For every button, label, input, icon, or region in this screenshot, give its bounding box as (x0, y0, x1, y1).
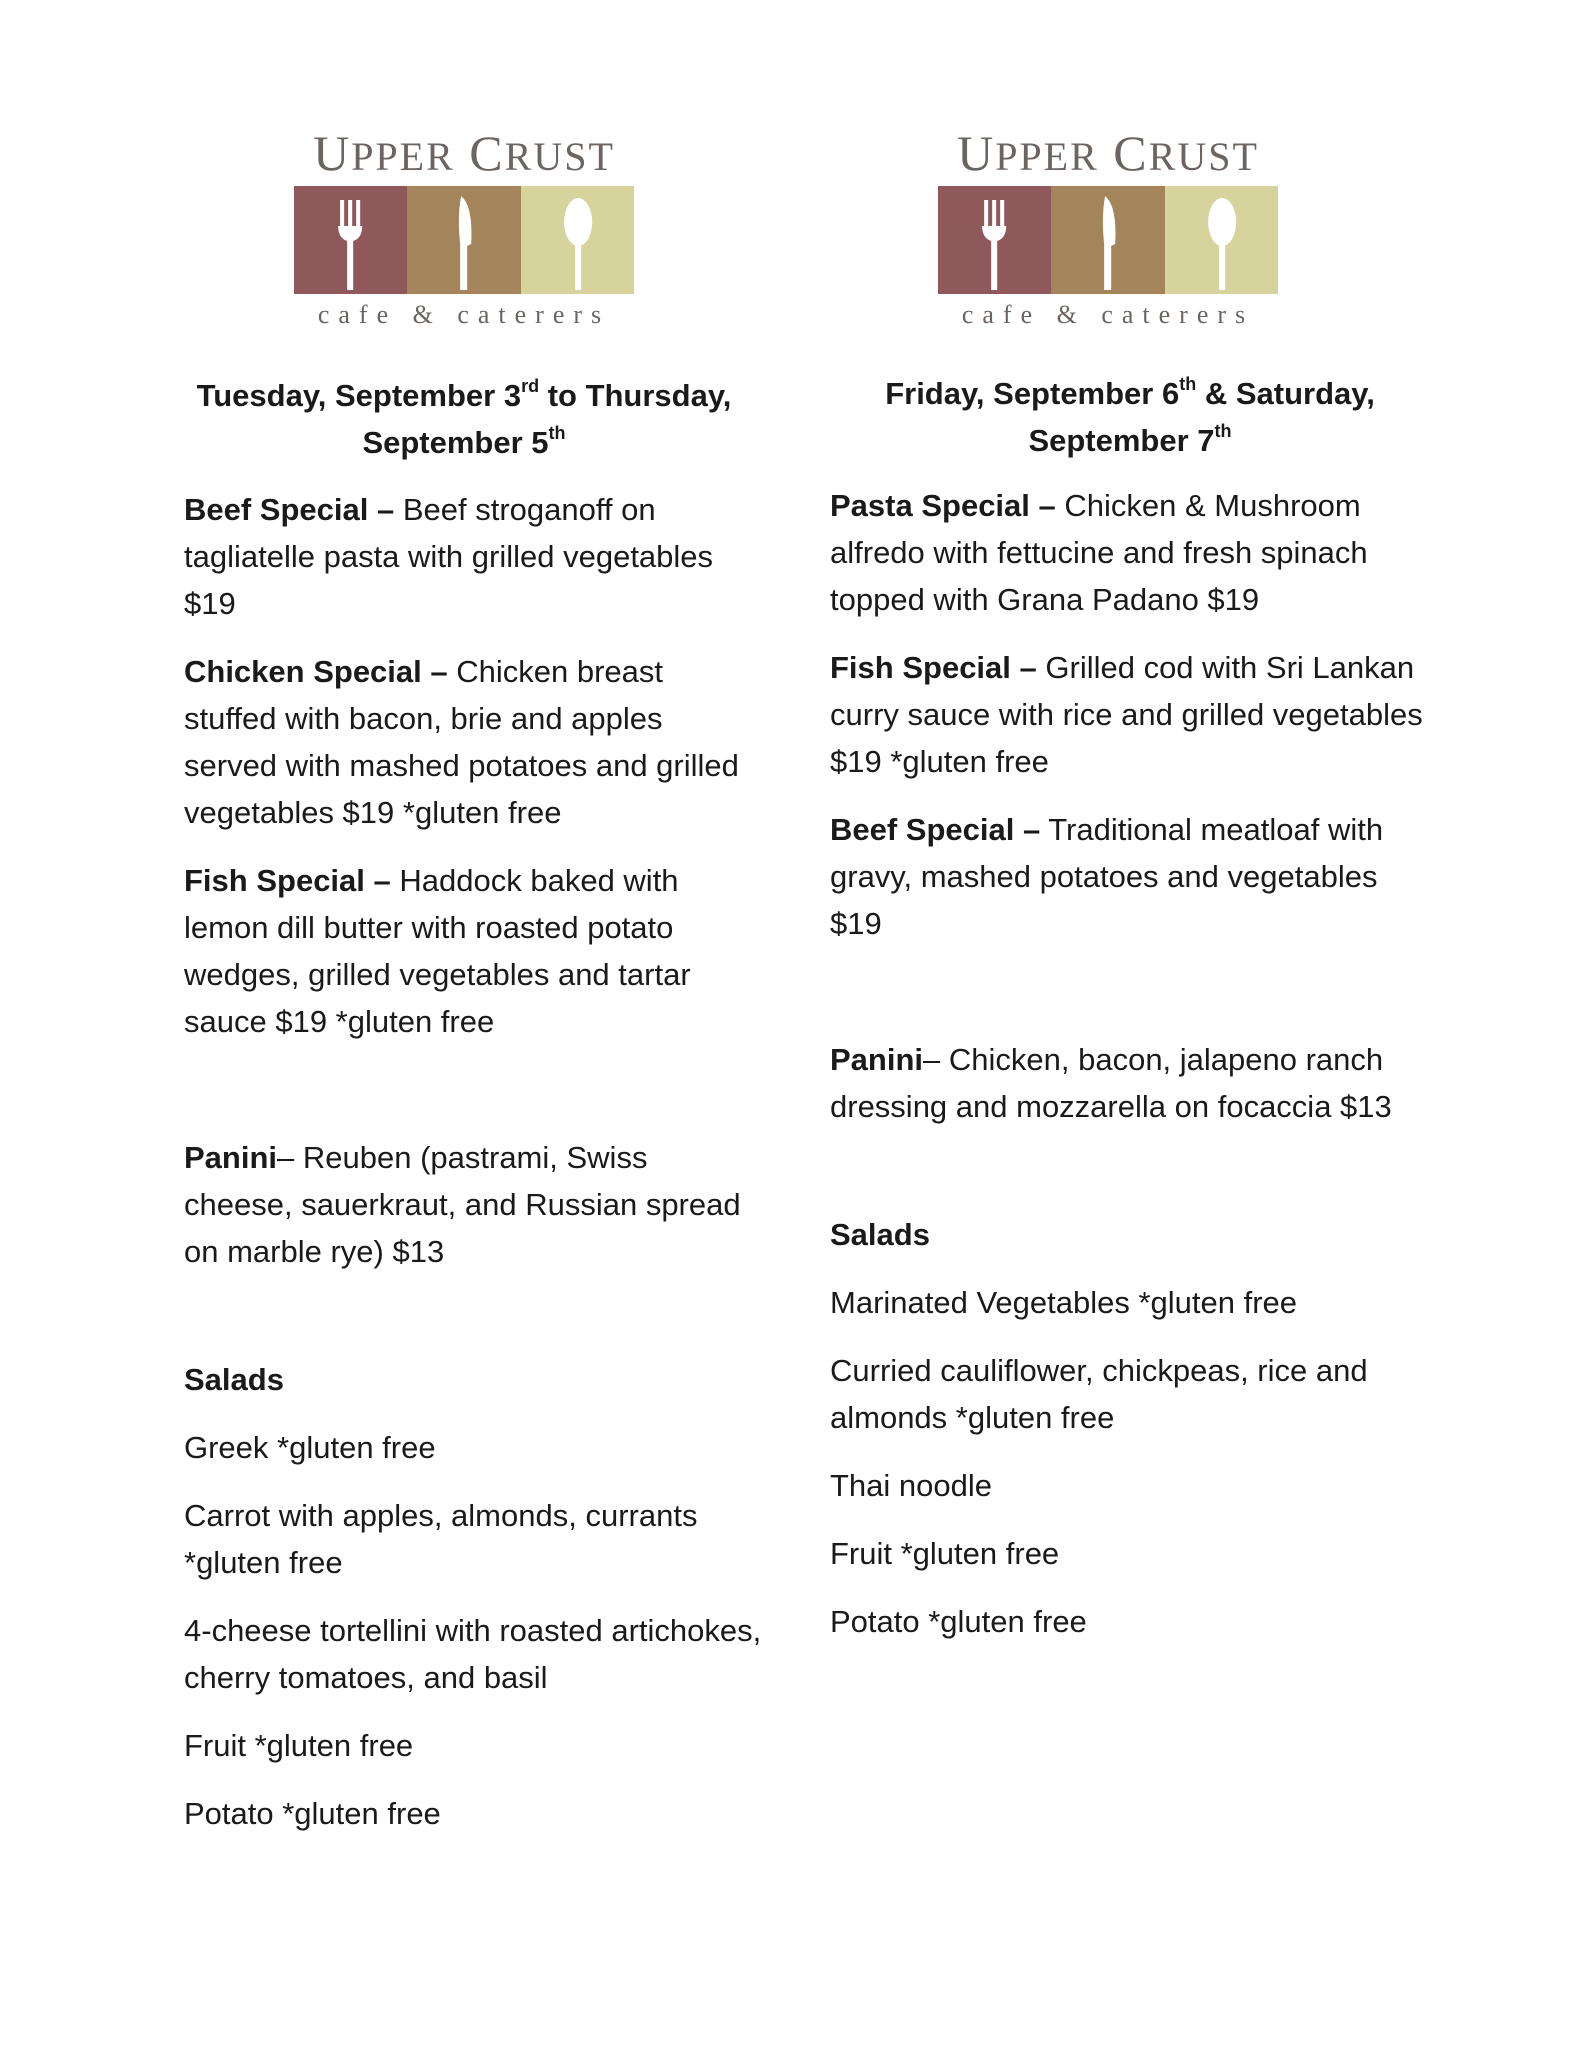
logo-utensil-blocks (294, 186, 634, 294)
salads-heading: Salads (184, 1362, 284, 1397)
special-item: Beef Special – Traditional meatloaf with gravy, mashed potatoes and vegetables $19 (830, 812, 1384, 941)
upper-crust-logo (938, 125, 1278, 330)
salad-item: Potato *gluten free (830, 1604, 1087, 1639)
spacer (184, 1066, 764, 1134)
fork-icon (938, 186, 1051, 294)
spoon-icon (1165, 186, 1278, 294)
knife-icon (407, 186, 520, 294)
fork-icon (294, 186, 407, 294)
salad-item: Carrot with apples, almonds, currants *gluten free (184, 1498, 698, 1580)
date-heading-left: Tuesday, September 3rd to Thursday, September 5th (196, 376, 732, 460)
salads-heading: Salads (830, 1217, 930, 1252)
panini-item: Panini– Chicken, bacon, jalapeno ranch dressing and mozzarella on focaccia $13 (830, 1042, 1392, 1124)
logo-subtitle: cafe & caterers (961, 300, 1255, 329)
upper-crust-logo (294, 125, 634, 330)
logo-utensil-blocks (938, 186, 1278, 294)
right-menu-content (830, 482, 1430, 1666)
special-item: Chicken Special – Chicken breast stuffed with bacon, brie and apples served with mashed potatoes and grilled vegetables $19 *gluten free (184, 654, 739, 830)
salad-item: Marinated Vegetables *gluten free (830, 1285, 1298, 1320)
left-menu-content (184, 486, 764, 1858)
logo-title: UPPER CRUST (313, 125, 615, 181)
logo-subtitle: cafe & caterers (317, 300, 611, 329)
salad-item: Fruit *gluten free (184, 1728, 414, 1763)
spacer (184, 1296, 764, 1356)
spacer (830, 968, 1430, 1036)
panini-item: Panini– Reuben (pastrami, Swiss cheese, sauerkraut, and Russian spread on marble rye) $13 (184, 1140, 741, 1269)
salad-item: Curried cauliflower, chickpeas, rice and almonds *gluten free (830, 1353, 1368, 1435)
special-item: Fish Special – Grilled cod with Sri Lankan curry sauce with rice and grilled vegetables $19 *gluten free (830, 650, 1423, 779)
special-item: Pasta Special – Chicken & Mushroom alfredo with fettucine and fresh spinach topped with Grana Padano $19 (830, 488, 1368, 617)
logo-title: UPPER CRUST (957, 125, 1259, 181)
salad-item: Potato *gluten free (184, 1796, 441, 1831)
spoon-icon (521, 186, 634, 294)
salad-item: Fruit *gluten free (830, 1536, 1060, 1571)
special-item: Fish Special – Haddock baked with lemon dill butter with roasted potato wedges, grilled vegetables and tartar sauce $19 *gluten free (184, 863, 691, 1039)
salad-item: Greek *gluten free (184, 1430, 436, 1465)
spacer (830, 1151, 1430, 1211)
date-heading-right: Friday, September 6th & Saturday, September 7th (885, 374, 1375, 458)
special-item: Beef Special – Beef stroganoff on tagliatelle pasta with grilled vegetables $19 (184, 492, 714, 621)
knife-icon (1051, 186, 1164, 294)
salad-item: 4-cheese tortellini with roasted artichokes, cherry tomatoes, and basil (184, 1613, 762, 1695)
salad-item: Thai noodle (830, 1468, 993, 1503)
